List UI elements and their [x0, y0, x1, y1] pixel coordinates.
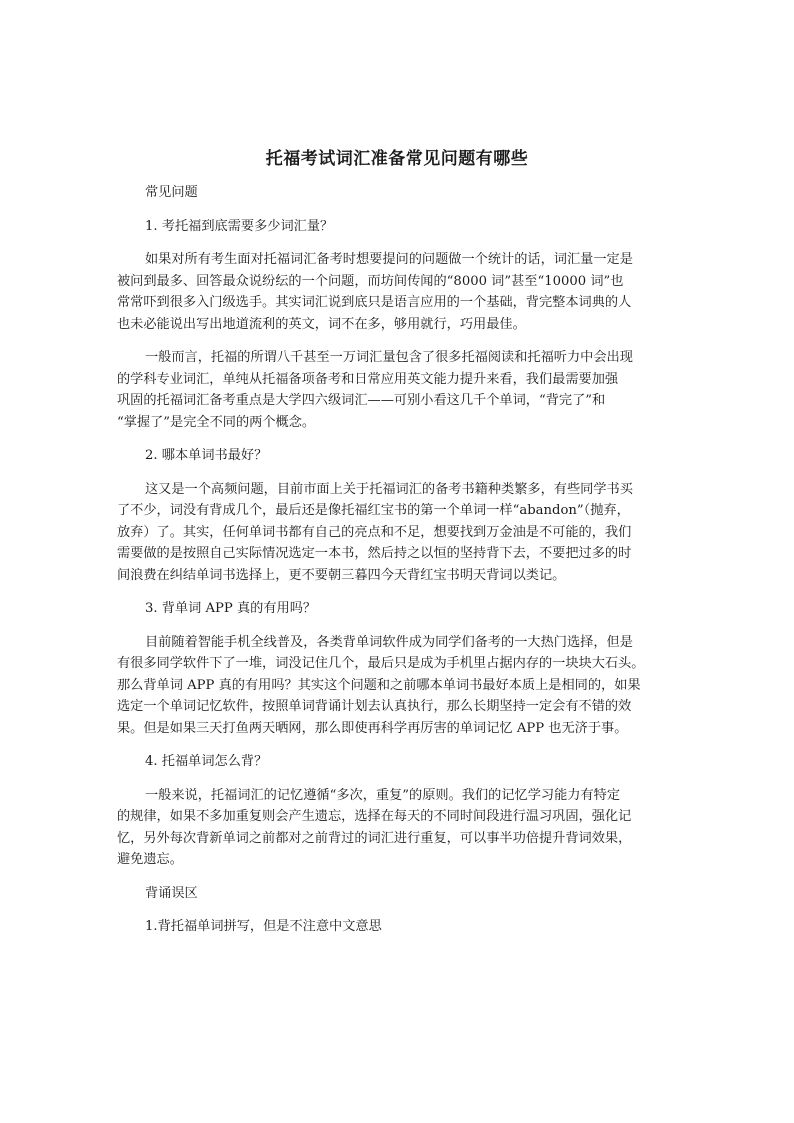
- question-1-heading: 1. 考托福到底需要多少词汇量？: [145, 218, 334, 234]
- paragraph-line: 也未必能说出写出地道流利的英文，词不在多，够用就行，巧用最佳。: [117, 316, 526, 332]
- document-body: [117, 182, 687, 938]
- paragraph-line: 避免遗忘。: [117, 852, 183, 867]
- question-1-paragraph-1: [117, 249, 687, 335]
- paragraph-line: 常常吓到很多入门级选手。其实词汇说到底只是语言应用的一个基础，背完整本词典的人: [117, 295, 632, 310]
- question-2-heading: 2. 哪本单词书最好？: [145, 448, 268, 463]
- paragraph-line: “掌握了”是完全不同的两个概念。: [117, 414, 316, 430]
- paragraph-line: 间浪费在纠结单词书选择上，更不要朝三暮四今天背红宝书明天背词以类记。: [117, 567, 566, 583]
- paragraph-line: 如果对所有考生面对托福词汇备考时想要提问的问题做一个统计的话，词汇量一定是: [145, 252, 633, 267]
- section-heading-common-questions: 常见问题: [145, 185, 198, 200]
- paragraph-line: 目前随着智能手机全线普及，各类背单词软件成为同学们备考的一大热门选择，但是: [145, 634, 633, 650]
- question-4-heading: 4. 托福单词怎么背？: [145, 754, 268, 769]
- paragraph-line: 了不少，词没有背成几个，最后还是像托福红宝书的第一个单词一样“abandon”（抛弃，: [117, 503, 630, 518]
- paragraph-line: 巩固的托福词汇备考重点是大学四六级词汇——可别小看这几千个单词，“背完了”和: [117, 393, 606, 408]
- paragraph-line: 放弃）了。其实，任何单词书都有自己的亮点和不足，想要找到万金油是不可能的，我们: [117, 524, 632, 540]
- section-heading-memorization-mistakes: 背诵误区: [145, 885, 198, 901]
- paragraph-line: 一般来说，托福词汇的记忆遵循“多次，重复”的原则。我们的记忆学习能力有特定: [145, 787, 621, 803]
- document-title: 托福考试词汇准备常见问题有哪些: [265, 149, 529, 169]
- paragraph-line: 选定一个单词记忆软件，按照单词背诵计划去认真执行，那么长期坚持一定会有不错的效: [117, 699, 632, 714]
- paragraph-line: 有很多同学软件下了一堆，词没记住几个，最后只是成为手机里占据内存的一块块大石头。: [117, 656, 645, 671]
- question-3-heading: 3. 背单词 APP 真的有用吗？: [145, 601, 317, 616]
- paragraph-line: 这又是一个高频问题，目前市面上关于托福词汇的备考书籍种类繁多，有些同学书买: [145, 481, 633, 497]
- mistake-1-heading: 1.背托福单词拼写，但是不注意中文意思: [145, 919, 382, 934]
- paragraph-line: 果。但是如果三天打鱼两天晒网，那么即使再科学再厉害的单词记忆 APP 也无济于事。: [117, 720, 628, 736]
- question-1-paragraph-2: [117, 347, 687, 433]
- question-4-paragraph-1: [117, 785, 687, 871]
- question-3-paragraph-1: [117, 632, 687, 740]
- question-2-paragraph-1: [117, 479, 687, 587]
- paragraph-line: 忆，另外每次背新单词之前都对之前背过的词汇进行重复，可以事半功倍提升背词效果，: [117, 830, 632, 846]
- paragraph-line: 需要做的是按照自己实际情况选定一本书，然后持之以恒的坚持背下去，不要把过多的时: [117, 546, 632, 561]
- paragraph-line: 的学科专业词汇，单纯从托福备项备考和日常应用英文能力提升来看，我们最需要加强: [117, 371, 619, 387]
- paragraph-line: 一般而言，托福的所谓八千甚至一万词汇量包含了很多托福阅读和托福听力中会出现: [145, 350, 633, 365]
- paragraph-line: 的规律，如果不多加重复则会产生遗忘，选择在每天的不同时间段进行温习巩固，强化记: [117, 809, 632, 824]
- paragraph-line: 那么背单词 APP 真的有用吗？其实这个问题和之前哪本单词书最好本质上是相同的，如果: [117, 677, 641, 693]
- paragraph-line: 被问到最多、回答最众说纷纭的一个问题，而坊间传闻的“8000 词”甚至“10000 词”也: [117, 273, 624, 289]
